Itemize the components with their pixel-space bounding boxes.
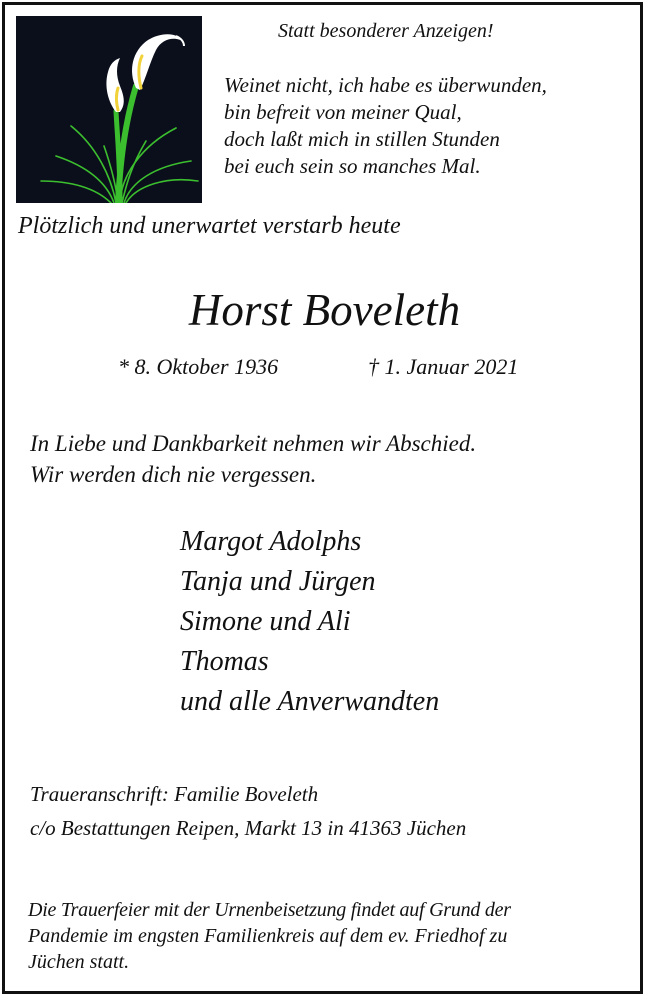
ceremony-notice	[28, 897, 628, 975]
farewell-line: Wir werden dich nie vergessen.	[30, 462, 317, 487]
calla-lily-icon	[16, 16, 202, 203]
mourner-name: Tanja und Jürgen	[180, 566, 376, 597]
poem-line: bin befreit von meiner Qual,	[224, 100, 462, 124]
farewell-line: In Liebe und Dankbarkeit nehmen wir Abschied.	[30, 431, 477, 456]
poem-line: bei euch sein so manches Mal.	[224, 154, 481, 178]
intro-text: Plötzlich und unerwartet verstarb heute	[18, 213, 401, 239]
ceremony-line: Pandemie im engsten Familienkreis auf dem ev. Friedhof zu	[28, 925, 508, 947]
mourner-name: Simone und Ali	[180, 606, 351, 637]
mourner-name: Thomas	[180, 646, 269, 677]
ceremony-line: Jüchen statt.	[28, 951, 130, 973]
poem-line: doch laßt mich in stillen Stunden	[224, 127, 500, 151]
deceased-name: Horst Boveleth	[188, 285, 461, 335]
notice-heading: Statt besonderer Anzeigen!	[278, 20, 494, 42]
mourning-address-label: Traueranschrift: Familie Boveleth	[30, 782, 319, 806]
mourning-address: c/o Bestattungen Reipen, Markt 13 in 41363 Jüchen	[30, 816, 467, 840]
birth-date: * 8. Oktober 1936	[118, 354, 279, 379]
poem-line: Weinet nicht, ich habe es überwunden,	[224, 73, 547, 97]
poem	[224, 72, 547, 180]
mourner-name: Margot Adolphs	[180, 526, 362, 557]
farewell-text	[30, 428, 476, 490]
calla-lily-image	[16, 16, 202, 203]
death-date: † 1. Januar 2021	[368, 354, 519, 379]
mourner-name: und alle Anverwandten	[180, 686, 440, 717]
ceremony-line: Die Trauerfeier mit der Urnenbeisetzung findet auf Grund der	[28, 899, 511, 921]
mourners-list	[180, 522, 439, 722]
